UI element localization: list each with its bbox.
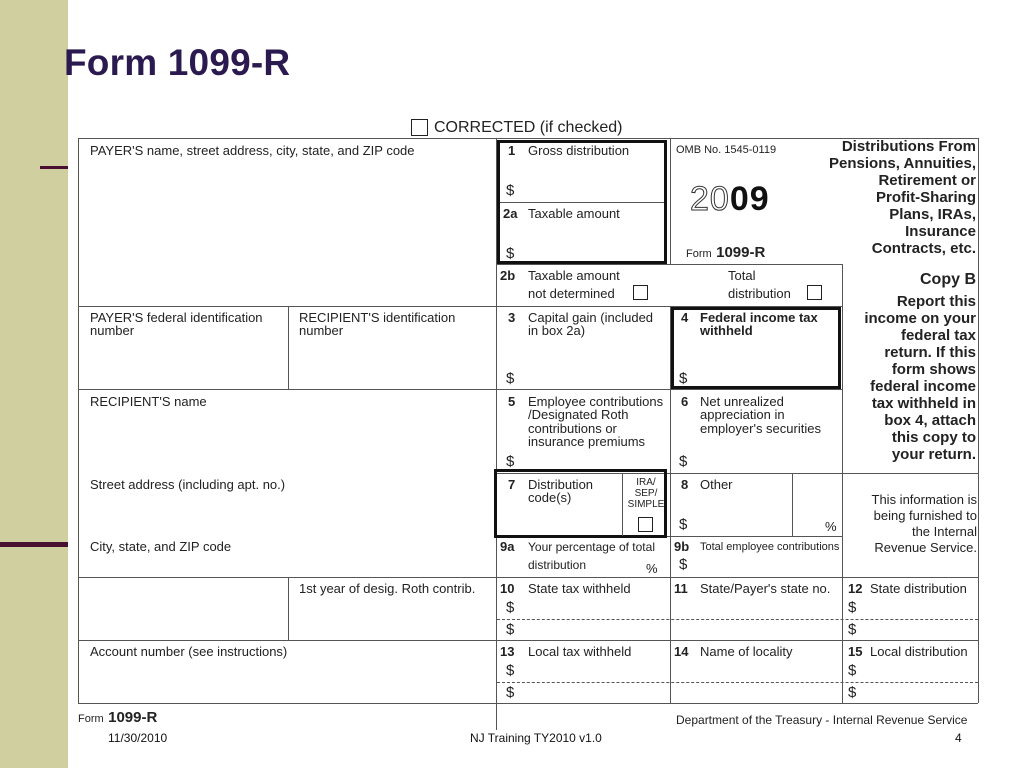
ira-sep-simple-checkbox[interactable] [638, 517, 653, 532]
box6-line: employer's securities [700, 421, 821, 436]
copy-b-text [844, 293, 976, 463]
footer-center: NJ Training TY2010 v1.0 [470, 731, 602, 745]
corrected-checkbox[interactable] [411, 119, 428, 136]
bottom-form-word: Form [78, 713, 104, 725]
copy-b-line: tax withheld in [871, 395, 976, 412]
form-name-bottom [78, 709, 157, 727]
box9b-label: Total employee contributions [700, 541, 840, 553]
total-distribution-checkbox[interactable] [807, 285, 822, 300]
box15-number: 15 [848, 644, 863, 659]
copy-b-line: your return. [891, 446, 976, 463]
box13-label: Local tax withheld [528, 644, 632, 659]
title-line: Retirement or [878, 172, 976, 189]
recipient-id-line2: number [299, 323, 344, 338]
box8-percent: % [825, 519, 837, 534]
page-number: 4 [955, 731, 962, 745]
bottom-form-name: 1099-R [108, 709, 158, 726]
box4-line2: withheld [700, 323, 753, 338]
box9b-number: 9b [674, 539, 690, 554]
rule [288, 577, 289, 640]
box2a-label: Taxable amount [528, 206, 620, 221]
box9a-percent: % [646, 561, 658, 576]
copy-b-line: return. If this [884, 344, 976, 361]
box10-dollar-2: $ [506, 621, 515, 638]
rule [842, 264, 843, 703]
city-state-zip-label: City, state, and ZIP code [90, 539, 232, 554]
box6-line: appreciation in [700, 407, 785, 422]
accent-bar-top [40, 166, 68, 169]
box7-line2: code(s) [528, 490, 572, 505]
box12-number: 12 [848, 581, 863, 596]
street-address-label: Street address (including apt. no.) [90, 477, 286, 492]
box6-dollar: $ [679, 453, 688, 470]
box2a-dollar: $ [506, 245, 515, 262]
box9b-dollar: $ [679, 556, 688, 573]
rule [978, 138, 979, 703]
furnished-line: Revenue Service. [874, 540, 977, 555]
form-1099r [70, 116, 988, 730]
ira-sep-simple-label [624, 477, 668, 510]
box7-line1: Distribution [528, 477, 594, 492]
taxable-not-determined-checkbox[interactable] [633, 285, 648, 300]
box9a-line2: distribution [528, 558, 587, 572]
rule [670, 138, 671, 264]
box4-line1: Federal income tax [700, 310, 818, 325]
rule [78, 577, 978, 578]
ira-line: SIMPLE [627, 499, 665, 510]
box15-label: Local distribution [870, 644, 968, 659]
box3-dollar: $ [506, 370, 515, 387]
box1-dollar: $ [506, 182, 515, 199]
furnished-line: the Internal [911, 524, 977, 539]
copy-b-line: income on your [864, 310, 976, 327]
payer-name-label: PAYER'S name, street address, city, state, and ZIP code [90, 143, 415, 158]
form-name: 1099-R [716, 244, 766, 261]
copy-b-line: federal income [870, 378, 976, 395]
total-dist-line1: Total [728, 268, 756, 283]
form-title [790, 138, 976, 257]
total-dist-line2: distribution [728, 286, 791, 301]
box14-label: Name of locality [700, 644, 793, 659]
accent-bar-bottom [0, 542, 68, 547]
state-dash-line [497, 619, 978, 620]
roth-first-year-label: 1st year of desig. Roth contrib. [299, 581, 476, 596]
rule [622, 473, 623, 536]
box3-number: 3 [508, 310, 516, 325]
box15-dollar-2: $ [848, 684, 857, 701]
title-line: Contracts, etc. [871, 240, 976, 257]
copy-b-title: Copy B [920, 271, 976, 288]
box14-number: 14 [674, 644, 689, 659]
title-line: Profit-Sharing [876, 189, 976, 206]
box5-line: contributions or [528, 421, 617, 436]
box8-number: 8 [681, 477, 689, 492]
box2a-number: 2a [503, 206, 518, 221]
rule [792, 473, 793, 536]
tax-year-prefix: 20 [690, 180, 730, 218]
copy-b-line: Report this [896, 293, 976, 310]
copy-b-line: federal tax [900, 327, 976, 344]
rule [78, 389, 842, 390]
box1-number: 1 [508, 143, 516, 158]
rule [78, 640, 978, 641]
box12-label: State distribution [870, 581, 967, 596]
ira-line: SEP/ [634, 488, 658, 499]
box6-number: 6 [681, 394, 689, 409]
box9a-line1: Your percentage of total [528, 540, 655, 554]
title-line: Insurance [905, 223, 976, 240]
box13-dollar-1: $ [506, 662, 515, 679]
furnished-line: This information is [871, 492, 977, 507]
box5-line: Employee contributions [528, 394, 664, 409]
title-line: Pensions, Annuities, [829, 155, 976, 172]
ira-line: IRA/ [636, 477, 656, 488]
box13-dollar-2: $ [506, 684, 515, 701]
recipient-id-line1: RECIPIENT'S identification [299, 310, 456, 325]
copy-b-line: this copy to [891, 429, 976, 446]
tax-year-suffix: 09 [729, 180, 770, 218]
slide-title: Form 1099-R [64, 42, 291, 83]
box10-number: 10 [500, 581, 515, 596]
box3-line2: in box 2a) [528, 323, 586, 338]
box9a-number: 9a [500, 539, 515, 554]
box12-dollar-1: $ [848, 599, 857, 616]
box8-dollar: $ [679, 516, 688, 533]
box11-number: 11 [674, 581, 688, 596]
box15-dollar-1: $ [848, 662, 857, 679]
payer-fid-line2: number [90, 323, 135, 338]
account-number-label: Account number (see instructions) [90, 644, 288, 659]
payer-fid-line1: PAYER'S federal identification [90, 310, 263, 325]
form-word: Form [686, 248, 712, 260]
box10-label: State tax withheld [528, 581, 631, 596]
slide-sidebar [0, 0, 68, 768]
corrected-label: CORRECTED (if checked) [434, 119, 623, 136]
omb-number: OMB No. 1545-0119 [676, 144, 777, 156]
furnished-line: being furnished to [873, 508, 977, 523]
furnished-text [844, 492, 977, 556]
rule [496, 264, 842, 265]
box13-number: 13 [500, 644, 515, 659]
box4-dollar: $ [679, 370, 688, 387]
rule [288, 306, 289, 389]
box5-dollar: $ [506, 453, 515, 470]
box6-line: Net unrealized [700, 394, 784, 409]
box2b-line2: not determined [528, 286, 615, 301]
box5-line: /Designated Roth [528, 407, 629, 422]
box4-number: 4 [681, 310, 689, 325]
box5-number: 5 [508, 394, 516, 409]
box2b-line1: Taxable amount [528, 268, 620, 283]
tax-year [690, 180, 770, 219]
recipient-name-label: RECIPIENT'S name [90, 394, 207, 409]
department-label: Department of the Treasury - Internal Revenue Service [676, 713, 968, 727]
local-dash-line [497, 682, 978, 683]
rule [500, 202, 664, 203]
box2b-number: 2b [500, 268, 516, 283]
rule [78, 138, 79, 703]
box12-dollar-2: $ [848, 621, 857, 638]
footer-date: 11/30/2010 [108, 731, 168, 745]
box7-number: 7 [508, 477, 516, 492]
box5-line: insurance premiums [528, 434, 646, 449]
box3-line1: Capital gain (included [528, 310, 654, 325]
box10-dollar-1: $ [506, 599, 515, 616]
box1-label: Gross distribution [528, 143, 630, 158]
title-line: Distributions From [841, 138, 976, 155]
box11-label: State/Payer's state no. [700, 581, 831, 596]
form-name-top [686, 244, 765, 262]
rule [78, 703, 978, 704]
copy-b-line: box 4, attach [884, 412, 976, 429]
title-line: Plans, IRAs, [889, 206, 976, 223]
copy-b-line: form shows [891, 361, 976, 378]
box8-label: Other [700, 477, 733, 492]
